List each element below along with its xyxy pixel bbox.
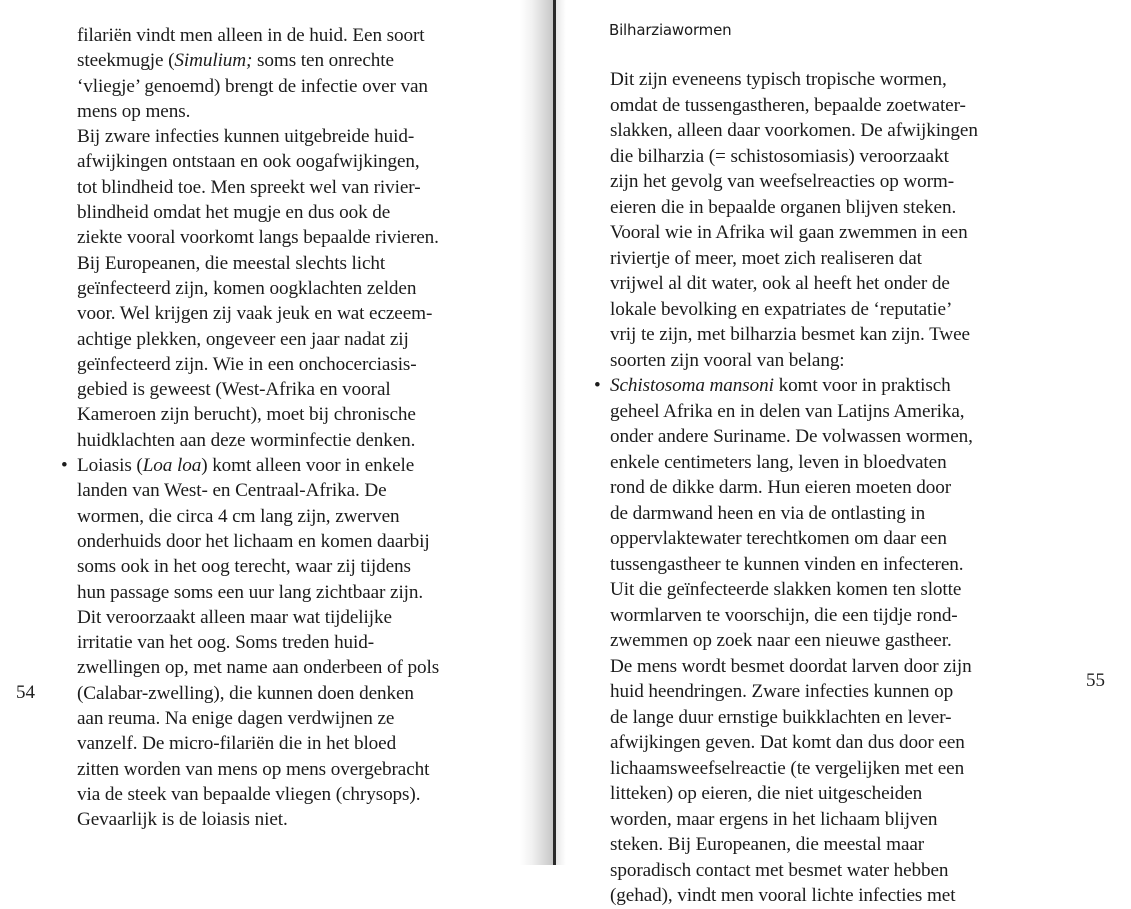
text-line [77, 124, 439, 149]
line-text: zwellingen op, met name aan onderbeen of pols [77, 657, 440, 679]
line-text: sporadisch contact met besmet water hebben [610, 859, 949, 881]
line-text: De mens wordt besmet doordat larven door zijn [610, 655, 972, 677]
text-line [610, 501, 978, 527]
text-line [77, 251, 439, 276]
text-line [610, 756, 978, 782]
bullet-icon: • [61, 455, 68, 477]
text-line [77, 504, 439, 529]
text-line [610, 118, 978, 144]
text-line [610, 220, 978, 246]
text-line [610, 807, 978, 833]
line-text: geïnfecteerd zijn, komen oogklachten zelden [77, 277, 417, 299]
line-text: soms ook in het oog terecht, waar zij tijdens [77, 556, 411, 578]
text-line [77, 655, 439, 680]
text-line [610, 67, 978, 93]
line-text: Dit veroorzaakt alleen maar wat tijdelijke [77, 606, 392, 628]
line-text: voor. Wel krijgen zij vaak jeuk en wat eczeem- [77, 303, 433, 325]
line-text: Vooral wie in Afrika wil gaan zwemmen in een [610, 222, 968, 243]
line-text: ziekte vooral voorkomt langs bepaalde rivieren. [77, 227, 439, 249]
text-line [77, 681, 439, 706]
page-number-left: 54 [16, 682, 35, 703]
text-line [77, 149, 439, 174]
line-text: riviertje of meer, moet zich realiseren dat [610, 247, 922, 269]
text-line [77, 225, 439, 250]
book-spine-fade [556, 0, 566, 865]
line-text: via de steek van bepaalde vliegen (chrysops). [77, 783, 421, 805]
text-line [610, 322, 978, 348]
line-text: steken. Bij Europeanen, die meestal maar [610, 834, 925, 855]
text-line [77, 74, 439, 99]
text-line [610, 705, 978, 731]
line-text: landen van West- en Centraal-Afrika. De [77, 480, 387, 502]
text-line [77, 200, 439, 225]
page-number-right: 55 [1086, 670, 1105, 691]
line-text: lokale bevolking en expatriates de ‘reputatie’ [610, 298, 953, 320]
bullet-icon: • [594, 375, 601, 396]
line-text: Bij zware infecties kunnen uitgebreide huid- [77, 126, 415, 148]
text-line [610, 858, 978, 884]
line-text: aan reuma. Na enige dagen verdwijnen ze [77, 708, 395, 730]
line-text: eieren die in bepaalde organen blijven steken. [610, 196, 957, 218]
text-line [610, 552, 978, 578]
line-text: zitten worden van mens op mens overgebracht [77, 758, 430, 780]
text-line [610, 577, 978, 603]
line-text: oppervlaktewater terechtkomen om daar een [610, 528, 947, 549]
text-line [77, 352, 439, 377]
line-text: ) komt alleen voor in enkele [201, 455, 415, 477]
text-line [77, 99, 439, 124]
italic-species-name: Simulium; [174, 50, 253, 72]
text-line [610, 628, 978, 654]
line-text: blindheid omdat het mugje en dus ook de [77, 202, 391, 224]
text-line [77, 529, 439, 554]
text-line [77, 301, 439, 326]
text-line [610, 424, 978, 450]
line-text: Loiasis ( [77, 455, 143, 477]
line-text: worden, maar ergens in het lichaam blijven [610, 808, 938, 830]
text-line [610, 603, 978, 629]
text-line [594, 373, 978, 399]
text-line [77, 276, 439, 301]
line-text: enkele centimeters lang, leven in bloedvaten [610, 451, 947, 473]
italic-species-name: Loa loa [142, 455, 202, 477]
line-text: geïnfecteerd zijn. Wie in een onchocerciasis- [77, 353, 417, 375]
text-line [77, 554, 439, 579]
line-text: litteken) op eieren, die niet uitgescheiden [610, 783, 923, 804]
text-line [610, 348, 978, 374]
line-text: irritatie van het oog. Soms treden huid- [77, 632, 375, 654]
line-text: Bij Europeanen, die meestal slechts licht [77, 252, 386, 274]
line-text: filariën vindt men alleen in de huid. Een soort [77, 25, 425, 46]
line-text: steekmugje ( [77, 50, 175, 72]
line-text: Uit die geïnfecteerde slakken komen ten slotte [610, 579, 962, 600]
line-text: rond de dikke darm. Hun eieren moeten door [610, 477, 952, 498]
text-line [610, 399, 978, 425]
line-text: onder andere Suriname. De volwassen wormen, [610, 426, 973, 447]
text-line [610, 93, 978, 119]
left-page-body [61, 23, 440, 833]
line-text: omdat de tussengastheren, bepaalde zoetwater- [610, 94, 966, 116]
text-line [610, 169, 978, 195]
line-text: vanzelf. De micro-filariën die in het bloed [77, 733, 397, 755]
text-line [77, 731, 439, 756]
text-line [610, 883, 978, 909]
line-text: ‘vliegje’ genoemd) brengt de infectie over van [77, 75, 428, 97]
text-line [77, 630, 439, 655]
text-line [610, 526, 978, 552]
italic-species-name: Schistosoma mansoni [610, 375, 774, 396]
line-text: gebied is geweest (West-Afrika en vooral [77, 379, 391, 401]
text-line [77, 23, 439, 48]
right-page-body [594, 67, 978, 909]
book-spine-shadow [520, 0, 554, 865]
text-line [610, 832, 978, 858]
text-line [77, 580, 439, 605]
line-text: zijn het gevolg van weefselreacties op worm- [610, 171, 955, 192]
section-heading: Bilharziawormen [609, 21, 732, 39]
line-text: zwemmen op zoek naar een nieuwe gastheer. [610, 630, 952, 651]
text-line [610, 679, 978, 705]
line-text: mens op mens. [77, 100, 191, 122]
line-text: slakken, alleen daar voorkomen. De afwijkingen [610, 120, 978, 141]
text-line [77, 807, 439, 832]
line-text: onderhuids door het lichaam en komen daarbij [77, 530, 430, 552]
line-text: Gevaarlijk is de loiasis niet. [77, 809, 288, 831]
text-line [77, 478, 439, 503]
text-line [77, 402, 439, 427]
text-line [610, 781, 978, 807]
line-text: Dit zijn eveneens typisch tropische wormen, [610, 69, 947, 90]
line-text: geheel Afrika en in delen van Latijns Amerika, [610, 400, 965, 422]
text-line [77, 605, 439, 630]
line-text: die bilharzia (= schistosomiasis) veroorzaakt [610, 145, 949, 167]
line-text: hun passage soms een uur lang zichtbaar zijn. [77, 581, 424, 603]
line-text: achtige plekken, ongeveer een jaar nadat zij [77, 328, 409, 350]
text-line [610, 297, 978, 323]
line-text: komt voor in praktisch [773, 375, 951, 396]
line-text: Kameroen zijn berucht), moet bij chronische [77, 404, 416, 426]
line-text: soorten zijn vooral van belang: [610, 349, 845, 371]
line-text: huid heendringen. Zware infecties kunnen op [610, 681, 954, 702]
line-text: (gehad), vindt men vooral lichte infecties met [610, 885, 956, 906]
text-line [77, 175, 439, 200]
line-text: huidklachten aan deze worminfectie denken. [77, 429, 416, 451]
text-line [610, 144, 978, 170]
text-line [610, 271, 978, 297]
text-line [77, 327, 439, 352]
line-text: wormlarven te voorschijn, die een tijdje rond- [610, 604, 958, 626]
text-line [77, 757, 439, 782]
text-line [610, 195, 978, 221]
line-text: afwijkingen ontstaan en ook oogafwijkingen, [77, 151, 420, 173]
line-text: (Calabar-zwelling), die kunnen doen denken [77, 682, 414, 704]
text-line [610, 450, 978, 476]
text-line [61, 453, 439, 478]
line-text: vrij te zijn, met bilharzia besmet kan zijn. Twee [610, 324, 970, 345]
text-line [77, 782, 439, 807]
line-text: de lange duur ernstige buikklachten en lever- [610, 706, 952, 728]
line-text: lichaamsweefselreactie (te vergelijken met een [610, 757, 965, 779]
text-line [77, 428, 439, 453]
text-line [77, 377, 439, 402]
text-line [77, 706, 439, 731]
text-line [77, 48, 439, 73]
line-text: de darmwand heen en via de ontlasting in [610, 502, 926, 524]
line-text: soms ten onrechte [252, 50, 394, 72]
line-text: tussengastheer te kunnen vinden en infecteren. [610, 553, 964, 575]
line-text: vrijwel al dit water, ook al heeft het onder de [610, 273, 950, 294]
line-text: wormen, die circa 4 cm lang zijn, zwerven [77, 505, 400, 527]
text-line [610, 730, 978, 756]
line-text: afwijkingen geven. Dat komt dan dus door een [610, 732, 965, 753]
line-text: tot blindheid toe. Men spreekt wel van rivier- [77, 176, 421, 198]
text-line [610, 475, 978, 501]
text-line [610, 654, 978, 680]
text-line [610, 246, 978, 272]
